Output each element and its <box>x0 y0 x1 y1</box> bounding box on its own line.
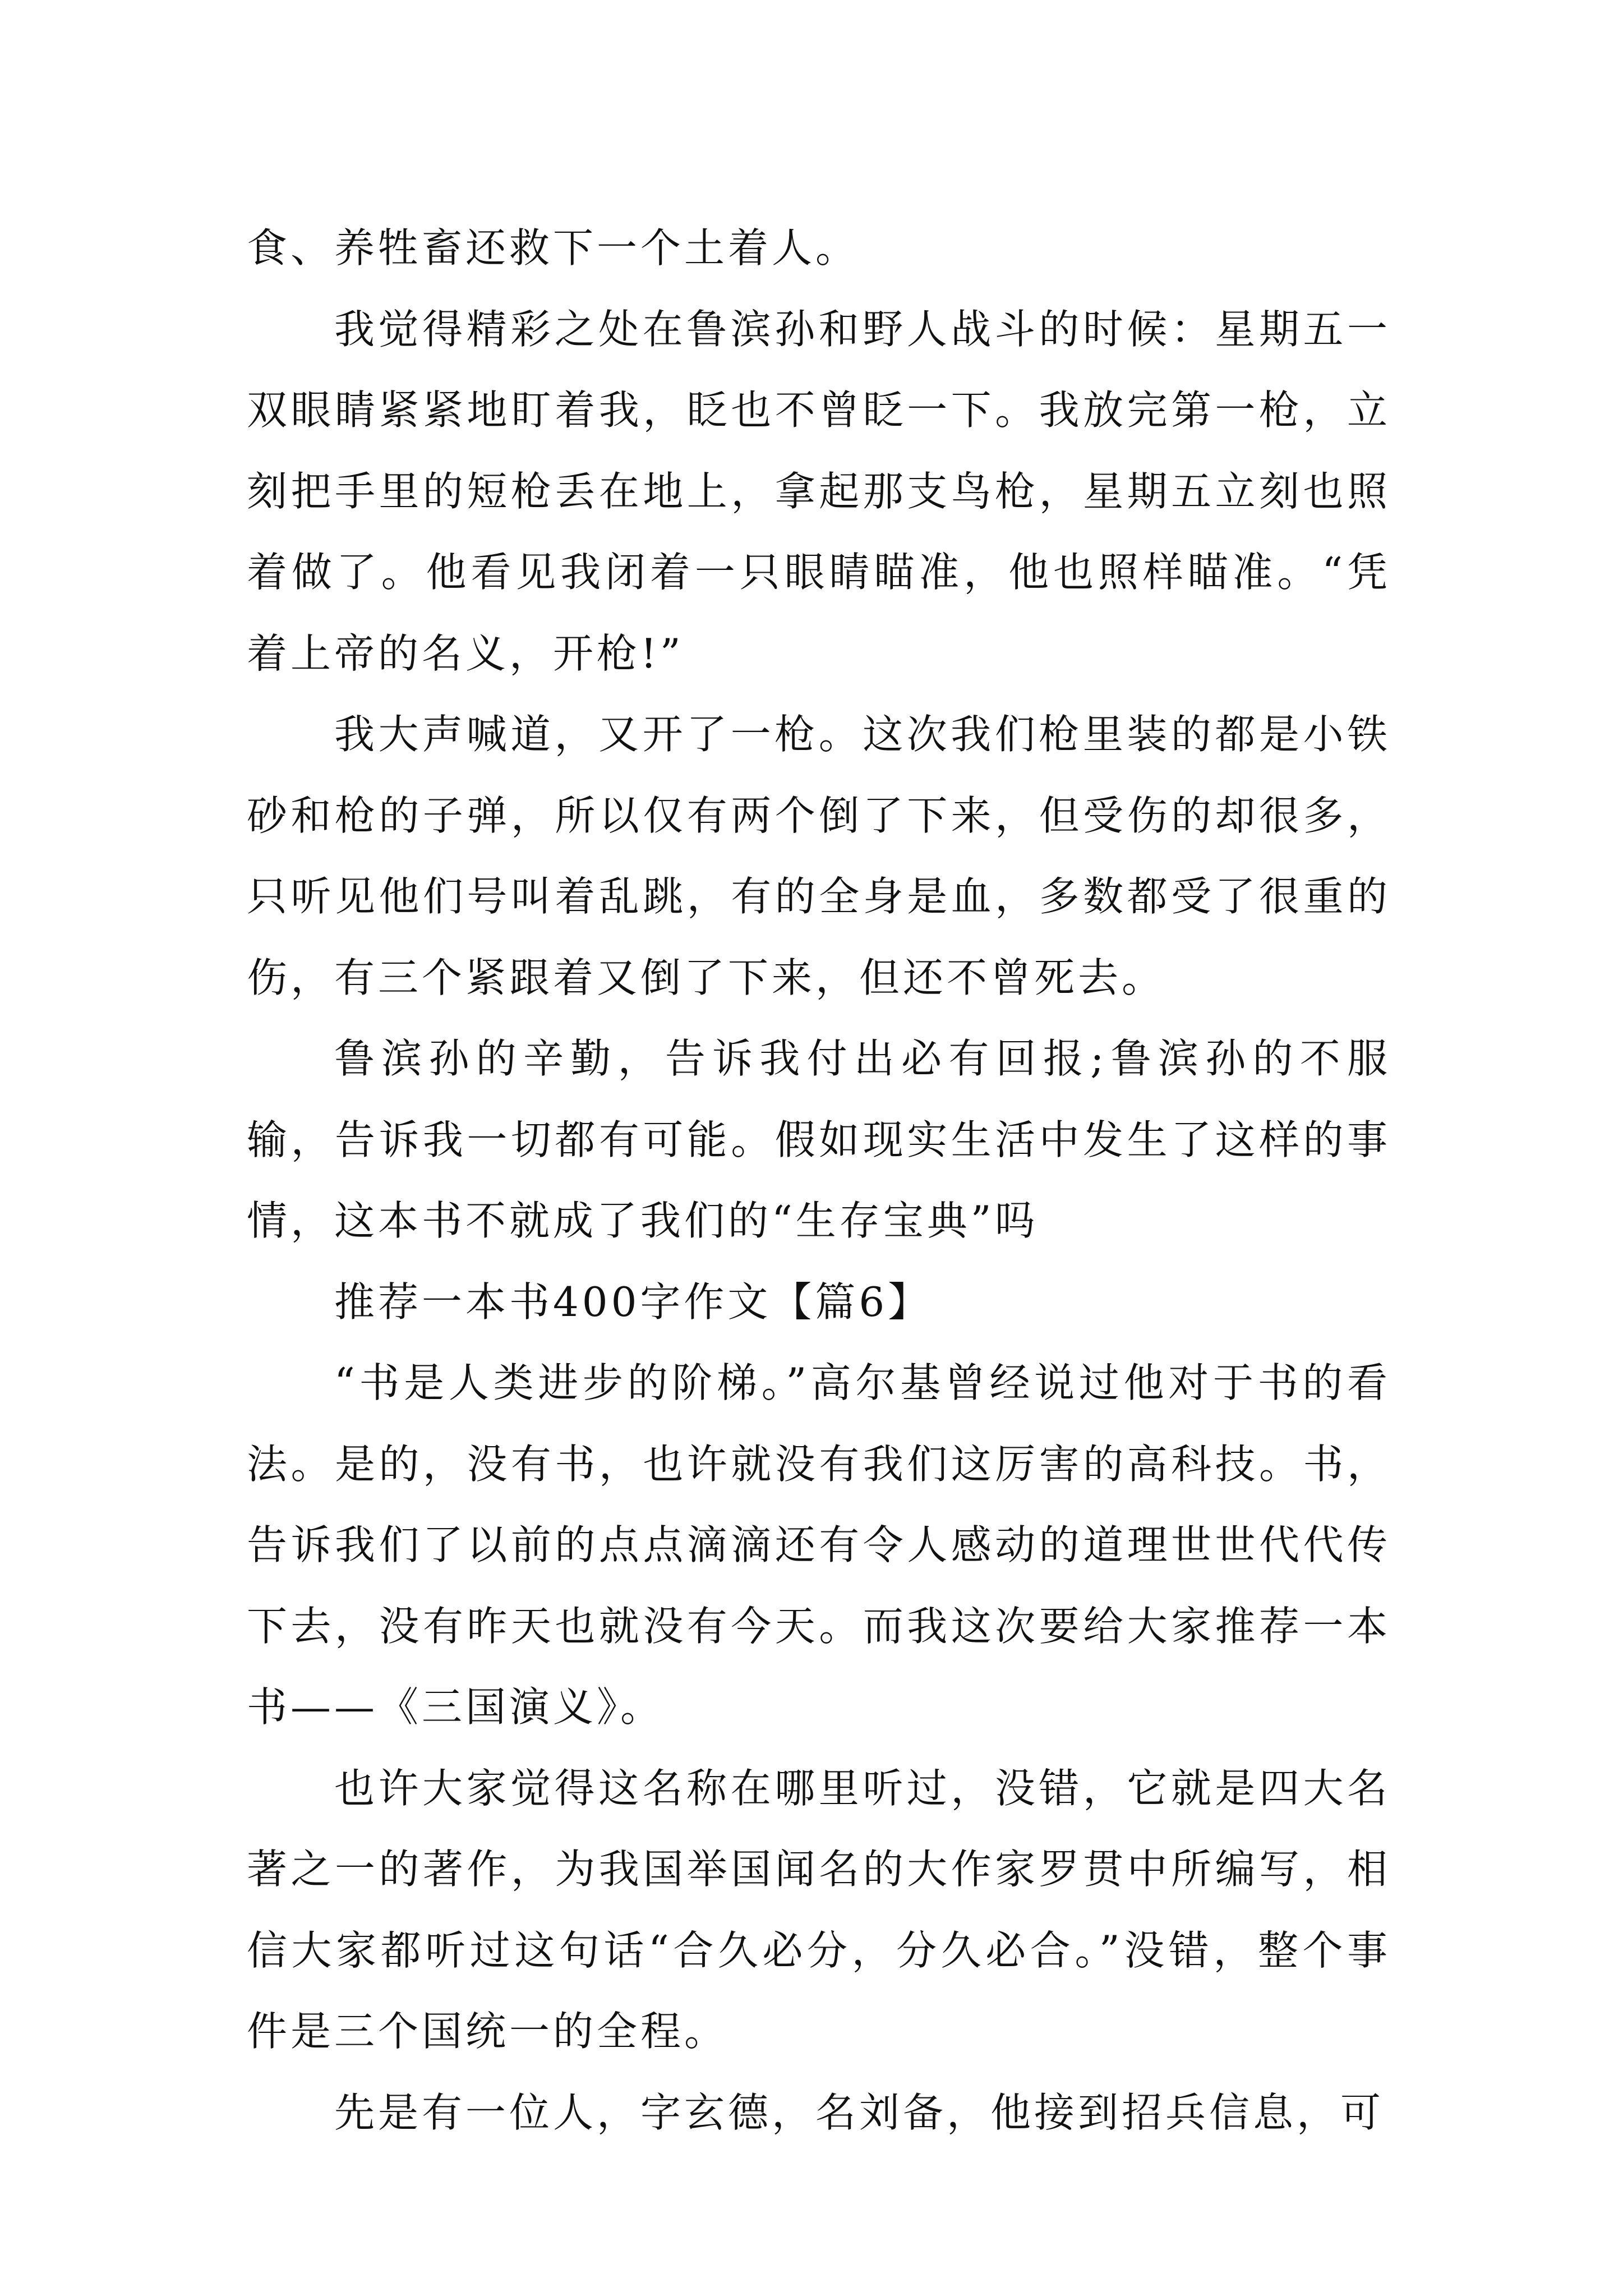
paragraph: 也许大家觉得这名称在哪里听过，没错，它就是四大名著之一的著作，为我国举国闻名的大作家罗贯中所编写，相信大家都听过这句话“合久必分，分久必合。”没错，整个事件是三个国统一的全程。 <box>247 1764 1391 2055</box>
document-body <box>247 208 1391 2153</box>
paragraph: 我大声喊道，又开了一枪。这次我们枪里装的都是小铁砂和枪的子弹，所以仅有两个倒了下来，但受伤的却很多，只听见他们号叫着乱跳，有的全身是血，多数都受了很重的伤，有三个紧跟着又倒了下来，但还不曾死去。 <box>247 711 1391 1001</box>
paragraph: 先是有一位人，字玄德，名刘备，他接到招兵信息，可 <box>334 2088 1385 2136</box>
paragraph: 我觉得精彩之处在鲁滨孙和野人战斗的时候：星期五一双眼睛紧紧地盯着我，眨也不曾眨一下。我放完第一枪，立刻把手里的短枪丢在地上，拿起那支鸟枪，星期五立刻也照着做了。他看见我闭着一只眼睛瞄准，他也照样瞄准。“凭着上帝的名义，开枪!” <box>247 305 1391 677</box>
paragraph: 食、养牲畜还救下一个土着人。 <box>247 224 860 272</box>
section-heading: 推荐一本书400字作文【篇6】 <box>334 1278 932 1326</box>
paragraph: “书是人类进步的阶梯。”高尔基曾经说过他对于书的看法。是的，没有书，也许就没有我们这厉害的高科技。书，告诉我们了以前的点点滴滴还有令人感动的道理世世代代传下去，没有昨天也就没有今天。而我这次要给大家推荐一本书——《三国演义》。 <box>247 1359 1391 1731</box>
paragraph: 鲁滨孙的辛勤，告诉我付出必有回报;鲁滨孙的不服输，告诉我一切都有可能。假如现实生活中发生了这样的事情，这本书不就成了我们的“生存宝典”吗 <box>247 1035 1391 1244</box>
